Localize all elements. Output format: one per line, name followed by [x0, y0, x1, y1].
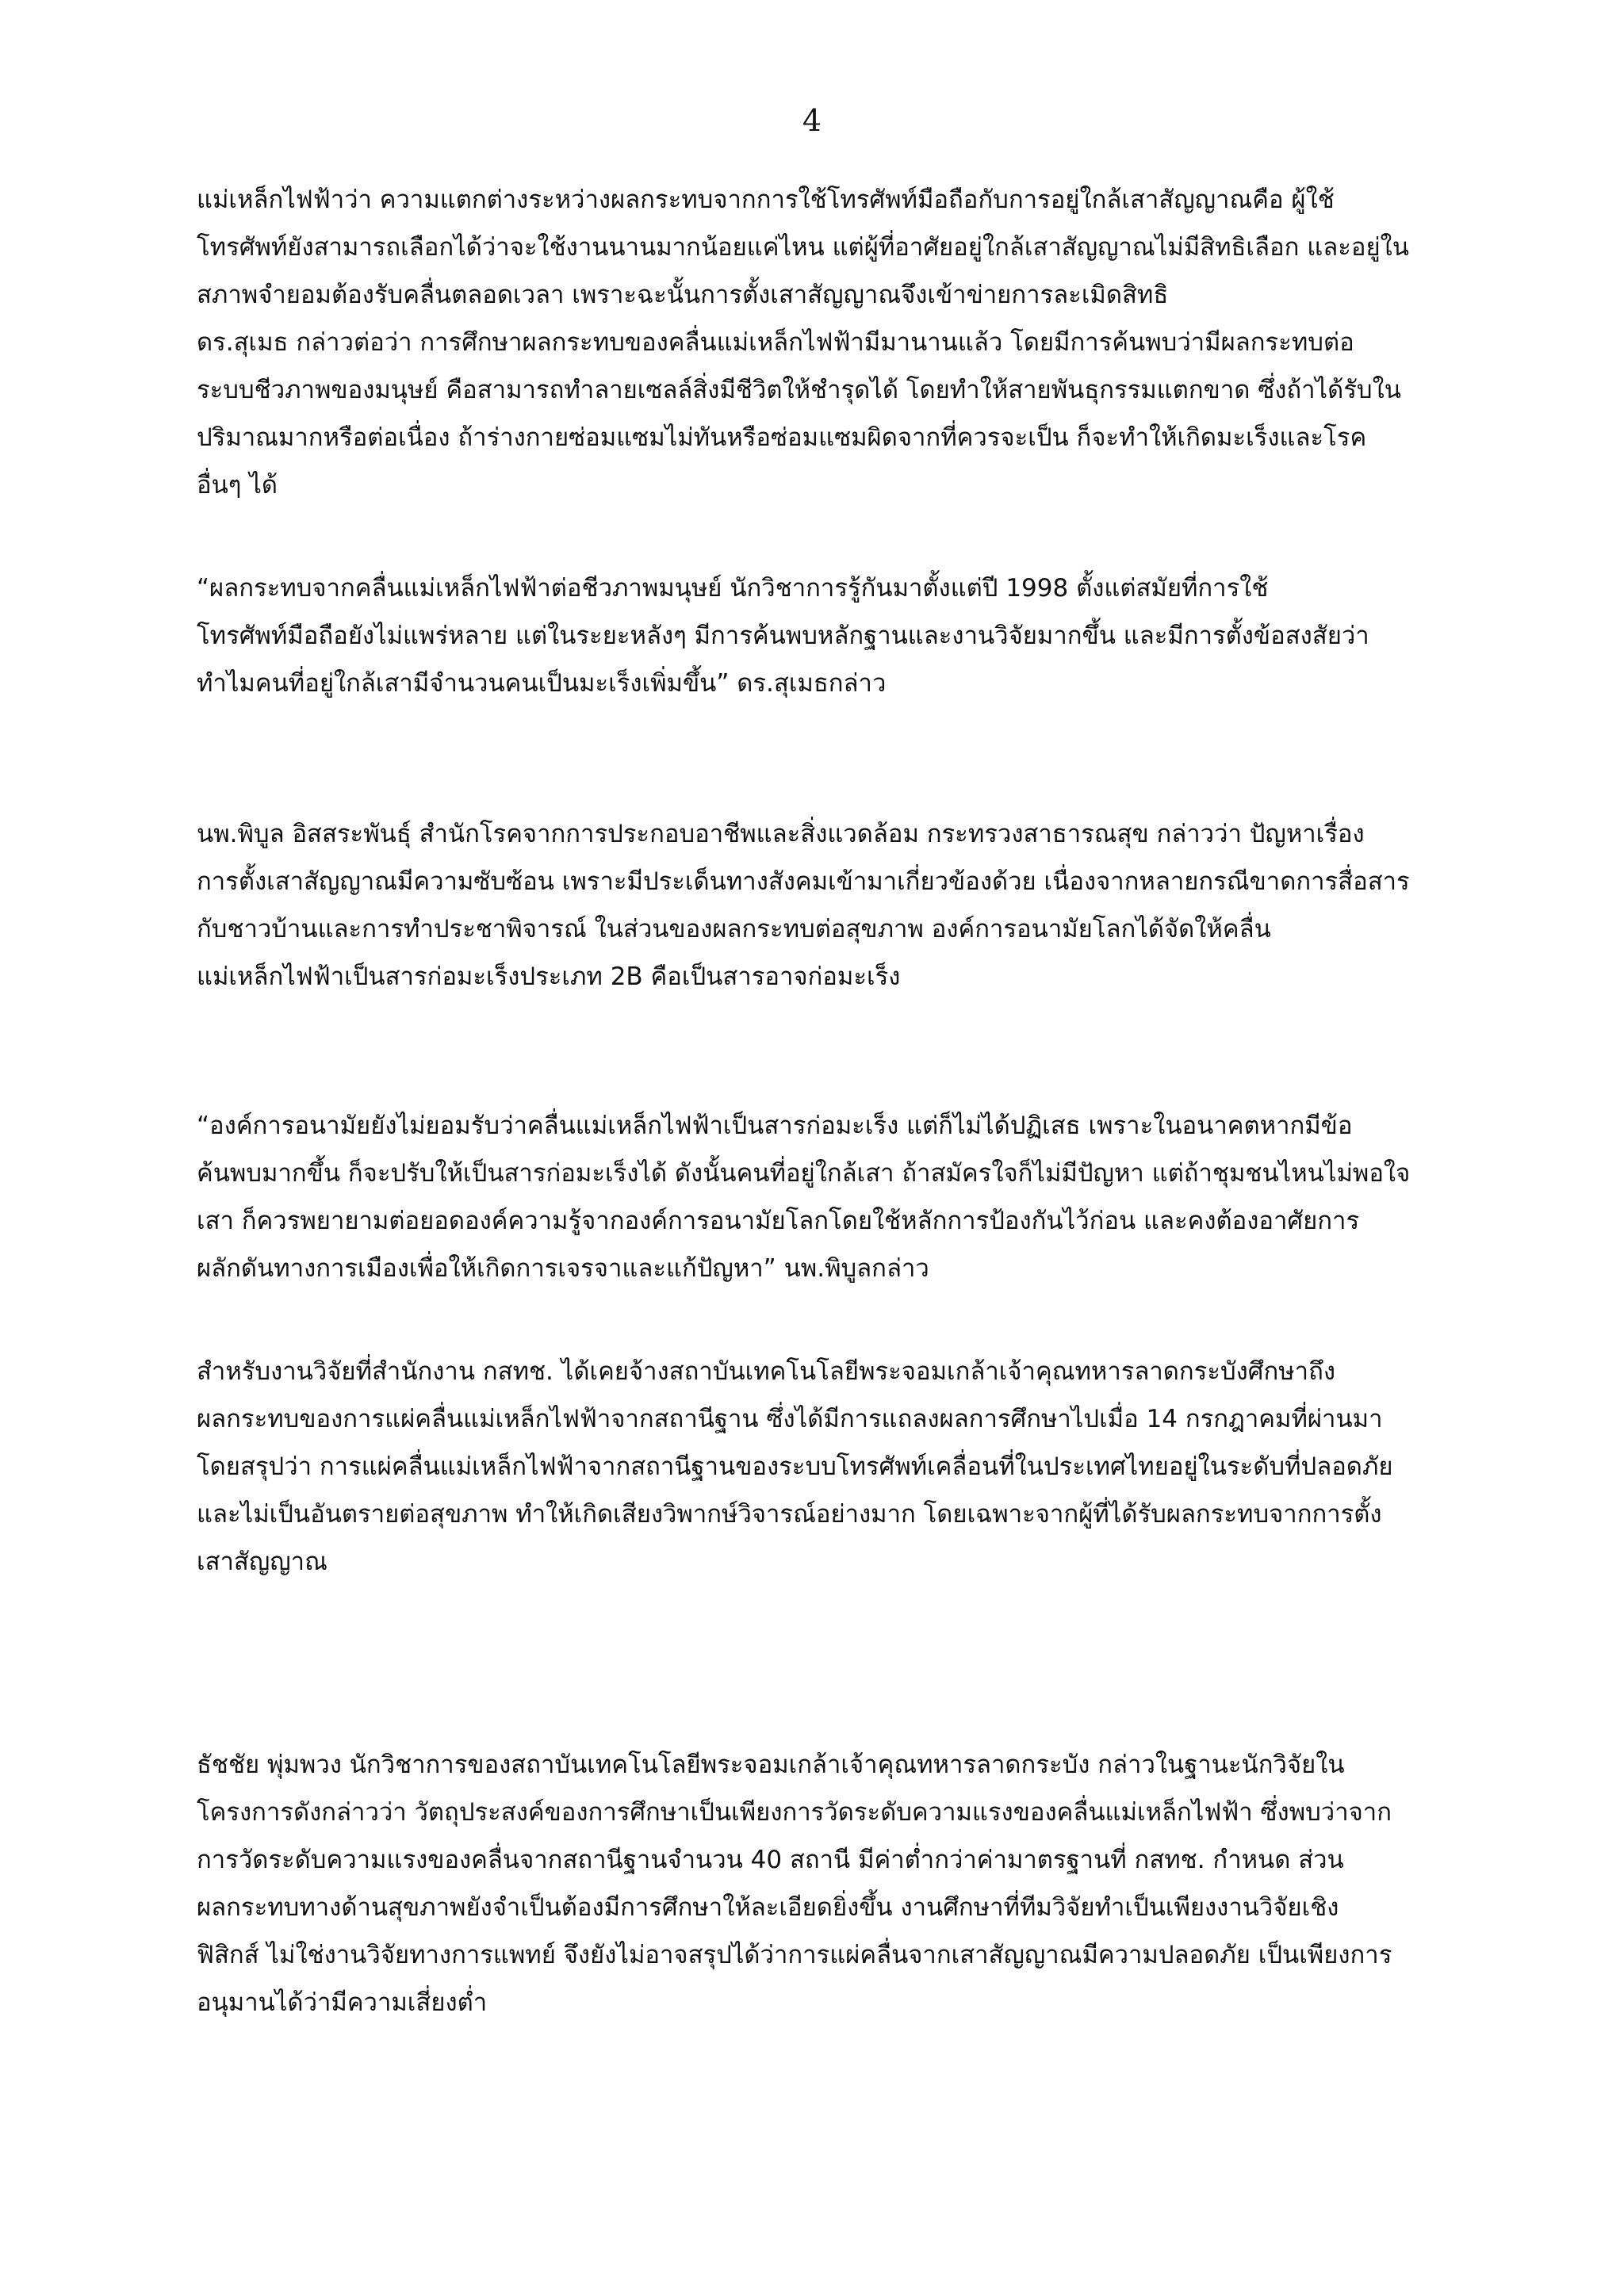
paragraph-6 — [197, 1741, 1561, 2026]
text-line: แม่เหล็กไฟฟ้าว่า ความแตกต่างระหว่างผลกระทบจากการใช้โทรศัพท์มือถือกับการอยู่ใกล้เสาสัญญาณคือ ผู้ใช้ — [197, 186, 1335, 214]
text-line: ผลกระทบทางด้านสุขภาพยังจำเป็นต้องมีการศึกษาให้ละเอียดยิ่งขึ้น งานศึกษาที่ทีมวิจัยทำเป็นเพียงงานวิจัยเชิง — [197, 1893, 1339, 1922]
text-line: โดยสรุปว่า การแผ่คลื่นแม่เหล็กไฟฟ้าจากสถานีฐานของระบบโทรศัพท์เคลื่อนที่ในประเทศไทยอยู่ในระดับที่ปลอดภัย — [197, 1452, 1393, 1481]
text-line: ดร.สุเมธ กล่าวต่อว่า การศึกษาผลกระทบของคลื่นแม่เหล็กไฟฟ้ามีมานานแล้ว โดยมีการค้นพบว่ามีผลกระทบต่อ — [197, 328, 1354, 357]
text-line: ผลักดันทางการเมืองเพื่อให้เกิดการเจรจาและแก้ปัญหา” นพ.พิบูลกล่าว — [197, 1254, 929, 1283]
text-line: เสาสัญญาณ — [197, 1548, 327, 1576]
text-line: สำหรับงานวิจัยที่สำนักงาน กสทช. ได้เคยจ้างสถาบันเทคโนโลยีพระจอมเกล้าเจ้าคุณทหารลาดกระบังศึกษาถึง — [197, 1357, 1335, 1386]
text-line: ฟิสิกส์ ไม่ใช่งานวิจัยทางการแพทย์ จึงยังไม่อาจสรุปได้ว่าการแผ่คลื่นจากเสาสัญญาณมีความปลอดภัย เป็นเพียงการ — [197, 1941, 1392, 1969]
text-line: “องค์การอนามัยยังไม่ยอมรับว่าคลื่นแม่เหล็กไฟฟ้าเป็นสารก่อมะเร็ง แต่ก็ไม่ได้ปฏิเสธ เพราะในอนาคตหากมีข้อ — [197, 1112, 1353, 1140]
text-line: โทรศัพท์ยังสามารถเลือกได้ว่าจะใช้งานนานมากน้อยแค่ไหน แต่ผู้ที่อาศัยอยู่ใกล้เสาสัญญาณไม่มีสิทธิเลือก และอยู่ใน — [197, 233, 1409, 262]
text-line: เสา ก็ควรพยายามต่อยอดองค์ความรู้จากองค์การอนามัยโลกโดยใช้หลักการป้องกันไว้ก่อน และคงต้องอาศัยการ — [197, 1207, 1360, 1235]
paragraph-1 — [197, 176, 1561, 509]
text-line: โครงการดังกล่าวว่า วัตถุประสงค์ของการศึกษาเป็นเพียงการวัดระดับความแรงของคลื่นแม่เหล็กไฟฟ้า ซึ่งพบว่าจาก — [197, 1798, 1392, 1827]
text-line: กับชาวบ้านและการทำประชาพิจารณ์ ในส่วนของผลกระทบต่อสุขภาพ องค์การอนามัยโลกได้จัดให้คลื่น — [197, 915, 1271, 943]
text-line: ผลกระทบของการแผ่คลื่นแม่เหล็กไฟฟ้าจากสถานีฐาน ซึ่งได้มีการแถลงผลการศึกษาไปเมื่อ 14 กรกฎาคมที่ผ่านมา — [197, 1405, 1383, 1433]
paragraph-3 — [197, 810, 1561, 1001]
text-line: และไม่เป็นอันตรายต่อสุขภาพ ทำให้เกิดเสียงวิพากษ์วิจารณ์อย่างมาก โดยเฉพาะจากผู้ที่ได้รับผลกระทบจากการตั้ง — [197, 1500, 1382, 1529]
paragraph-4 — [197, 1102, 1561, 1292]
text-line: ปริมาณมากหรือต่อเนื่อง ถ้าร่างกายซ่อมแซมไม่ทันหรือซ่อมแซมผิดจากที่ควรจะเป็น ก็จะทำให้เกิดมะเร็งและโรค — [197, 423, 1367, 452]
page-number: 4 — [802, 103, 822, 138]
text-line: การตั้งเสาสัญญาณมีความซับซ้อน เพราะมีประเด็นทางสังคมเข้ามาเกี่ยวข้องด้วย เนื่องจากหลายกรณีขาดการสื่อสาร — [197, 867, 1410, 896]
text-line: นพ.พิบูล อิสสระพันธุ์ สำนักโรคจากการประกอบอาชีพและสิ่งแวดล้อม กระทรวงสาธารณสุข กล่าวว่า ปัญหาเรื่อง — [197, 820, 1365, 848]
text-line: ธัชชัย พุ่มพวง นักวิชาการของสถาบันเทคโนโลยีพระจอมเกล้าเจ้าคุณทหารลาดกระบัง กล่าวในฐานะนักวิจัยใน — [197, 1751, 1345, 1779]
text-line: โทรศัพท์มือถือยังไม่แพร่หลาย แต่ในระยะหลังๆ มีการค้นพบหลักฐานและงานวิจัยมากขึ้น และมีการตั้งข้อสงสัยว่า — [197, 622, 1369, 650]
text-line: แม่เหล็กไฟฟ้าเป็นสารก่อมะเร็งประเภท 2B คือเป็นสารอาจก่อมะเร็ง — [197, 962, 901, 991]
paragraph-5 — [197, 1348, 1561, 1586]
text-line: สภาพจำยอมต้องรับคลื่นตลอดเวลา เพราะฉะนั้นการตั้งเสาสัญญาณจึงเข้าข่ายการละเมิดสิทธิ — [197, 281, 1169, 309]
paragraph-2 — [197, 564, 1561, 707]
text-line: อื่นๆ ได้ — [197, 471, 278, 499]
text-line: ระบบชีวภาพของมนุษย์ คือสามารถทำลายเซลล์สิ่งมีชีวิตให้ชำรุดได้ โดยทำให้สายพันธุกรรมแตกขาด ซึ่งถ้าได้รับใน — [197, 376, 1401, 404]
text-line: ค้นพบมากขึ้น ก็จะปรับให้เป็นสารก่อมะเร็งได้ ดังนั้นคนที่อยู่ใกล้เสา ถ้าสมัครใจก็ไม่มีปัญหา แต่ถ้าชุมชนไหนไม่พอใจ — [197, 1159, 1411, 1188]
text-line: ทำไมคนที่อยู่ใกล้เสามีจำนวนคนเป็นมะเร็งเพิ่มขึ้น” ดร.สุเมธกล่าว — [197, 669, 887, 698]
text-line: “ผลกระทบจากคลื่นแม่เหล็กไฟฟ้าต่อชีวภาพมนุษย์ นักวิชาการรู้กันมาตั้งแต่ปี 1998 ตั้งแต่สมัยที่การใช้ — [197, 574, 1269, 603]
text-line: อนุมานได้ว่ามีความเสี่ยงต่ำ — [197, 1988, 488, 2017]
text-line: การวัดระดับความแรงของคลื่นจากสถานีฐานจำนวน 40 สถานี มีค่าต่ำกว่าค่ามาตรฐานที่ กสทช. กำหนด ส่วน — [197, 1846, 1344, 1874]
